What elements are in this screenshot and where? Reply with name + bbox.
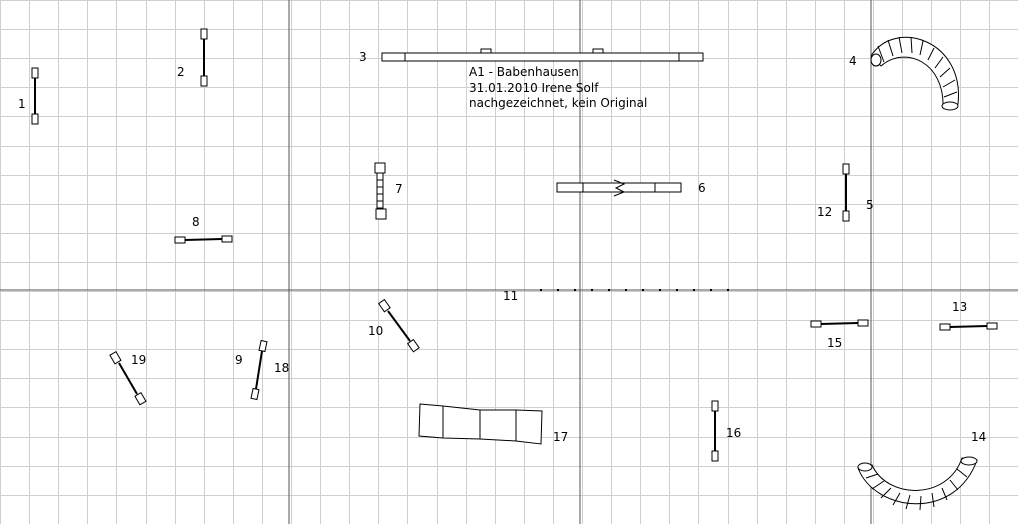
obstacle-label-8: 8 xyxy=(192,215,200,229)
tunnel-14 xyxy=(858,430,986,510)
obstacle-label-16: 16 xyxy=(726,426,742,440)
obstacle-label-2: 2 xyxy=(177,65,185,79)
obstacle-label-9: 9 xyxy=(235,353,243,367)
obstacle-label-19: 19 xyxy=(131,353,147,367)
obstacle-label-3: 3 xyxy=(359,50,367,64)
obstacle-label-6: 6 xyxy=(698,181,706,195)
jump-8 xyxy=(175,215,232,243)
obstacle-label-17: 17 xyxy=(553,430,569,444)
seesaw-6 xyxy=(557,180,706,196)
course-title: A1 - Babenhausen xyxy=(469,65,579,79)
tunnel-4 xyxy=(849,37,958,110)
course-date-author: 31.01.2010 Irene Solf xyxy=(469,81,599,95)
dogwalk-3 xyxy=(359,49,703,64)
jump-10 xyxy=(368,300,419,352)
obstacle-label-18: 18 xyxy=(274,361,290,375)
jump-13 xyxy=(940,300,997,330)
jump-1 xyxy=(18,68,38,124)
obstacle-label-1: 1 xyxy=(18,97,26,111)
jump-2 xyxy=(177,29,207,86)
obstacle-label-10: 10 xyxy=(368,324,384,338)
obstacle-label-14: 14 xyxy=(971,430,987,444)
obstacle-label-11: 11 xyxy=(503,289,519,303)
obstacle-label-4: 4 xyxy=(849,54,857,68)
obstacle-label-12: 12 xyxy=(817,205,833,219)
obstacle-label-7: 7 xyxy=(395,182,403,196)
course-note: nachgezeichnet, kein Original xyxy=(469,96,648,110)
obstacle-label-5: 5 xyxy=(866,198,874,212)
obstacle-label-15: 15 xyxy=(827,336,843,350)
jump-15 xyxy=(811,320,868,350)
obstacle-label-13: 13 xyxy=(952,300,968,314)
jump-5-12 xyxy=(817,164,874,221)
jump-16 xyxy=(712,401,741,461)
slalom-7 xyxy=(375,163,403,219)
